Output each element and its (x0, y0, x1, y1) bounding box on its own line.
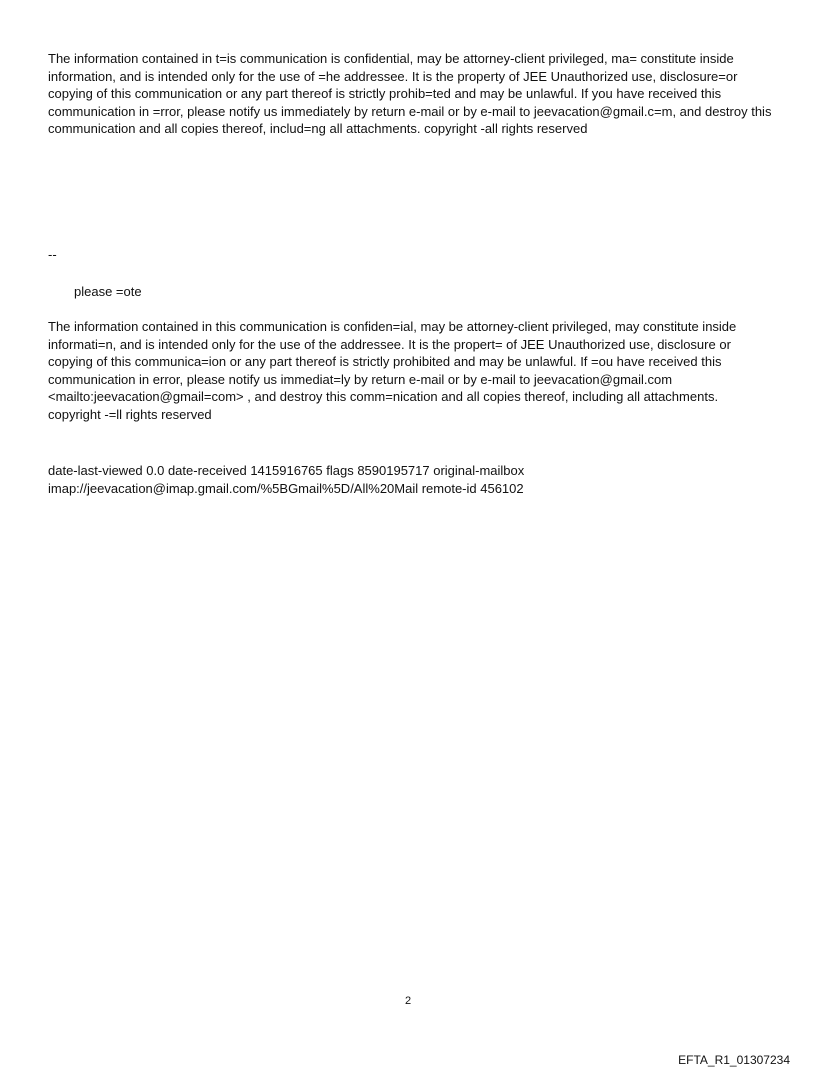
confidentiality-paragraph-1: The information contained in t=is communication is confidential, may be attorney-client privileged, ma= constitute inside information, and is intended only for the use of =he addressee. It is the property of JEE Unauthorized use, disclosure=or copying of this communication or any part thereof is strictly prohib=ted and may be unlawful. If you have received this communication in =rror, please notify us immediately by return e-mail or by e-mail to jeevacation@gmail.c=m, and destroy this communication and all copies thereof, includ=ng all attachments. copyright -all rights reserved (48, 51, 772, 137)
metadata-line-1: date-last-viewed 0.0 date-received 1415916765 flags 8590195717 original-mailbox (48, 463, 525, 478)
bates-number: EFTA_R1_01307234 (678, 1053, 790, 1067)
page-number: 2 (404, 995, 412, 1007)
separator: -- (48, 247, 57, 262)
metadata-line-2: imap://jeevacation@imap.gmail.com/%5BGmail%5D/All%20Mail remote-id 456102 (48, 480, 524, 496)
confidentiality-paragraph-2: The information contained in this communication is confiden=ial, may be attorney-client privileged, may constitute inside informati=n, and is intended only for the use of the addressee. It is the propert= of JEE Unauthorized use, disclosure or copying of this communica=ion or any part thereof is strictly prohibited and may be unlawful. If =ou have received this communication in error, please notify us immediat=ly by return e-mail or by e-mail to jeevacation@gmail.com <mailto:jeevacation@gmail=com> , and destroy this comm=nication and all copies thereof, including all attachments. copyright -=ll rights reserved (48, 319, 737, 422)
note-line: please =ote (74, 284, 142, 299)
metadata-block (48, 462, 773, 497)
